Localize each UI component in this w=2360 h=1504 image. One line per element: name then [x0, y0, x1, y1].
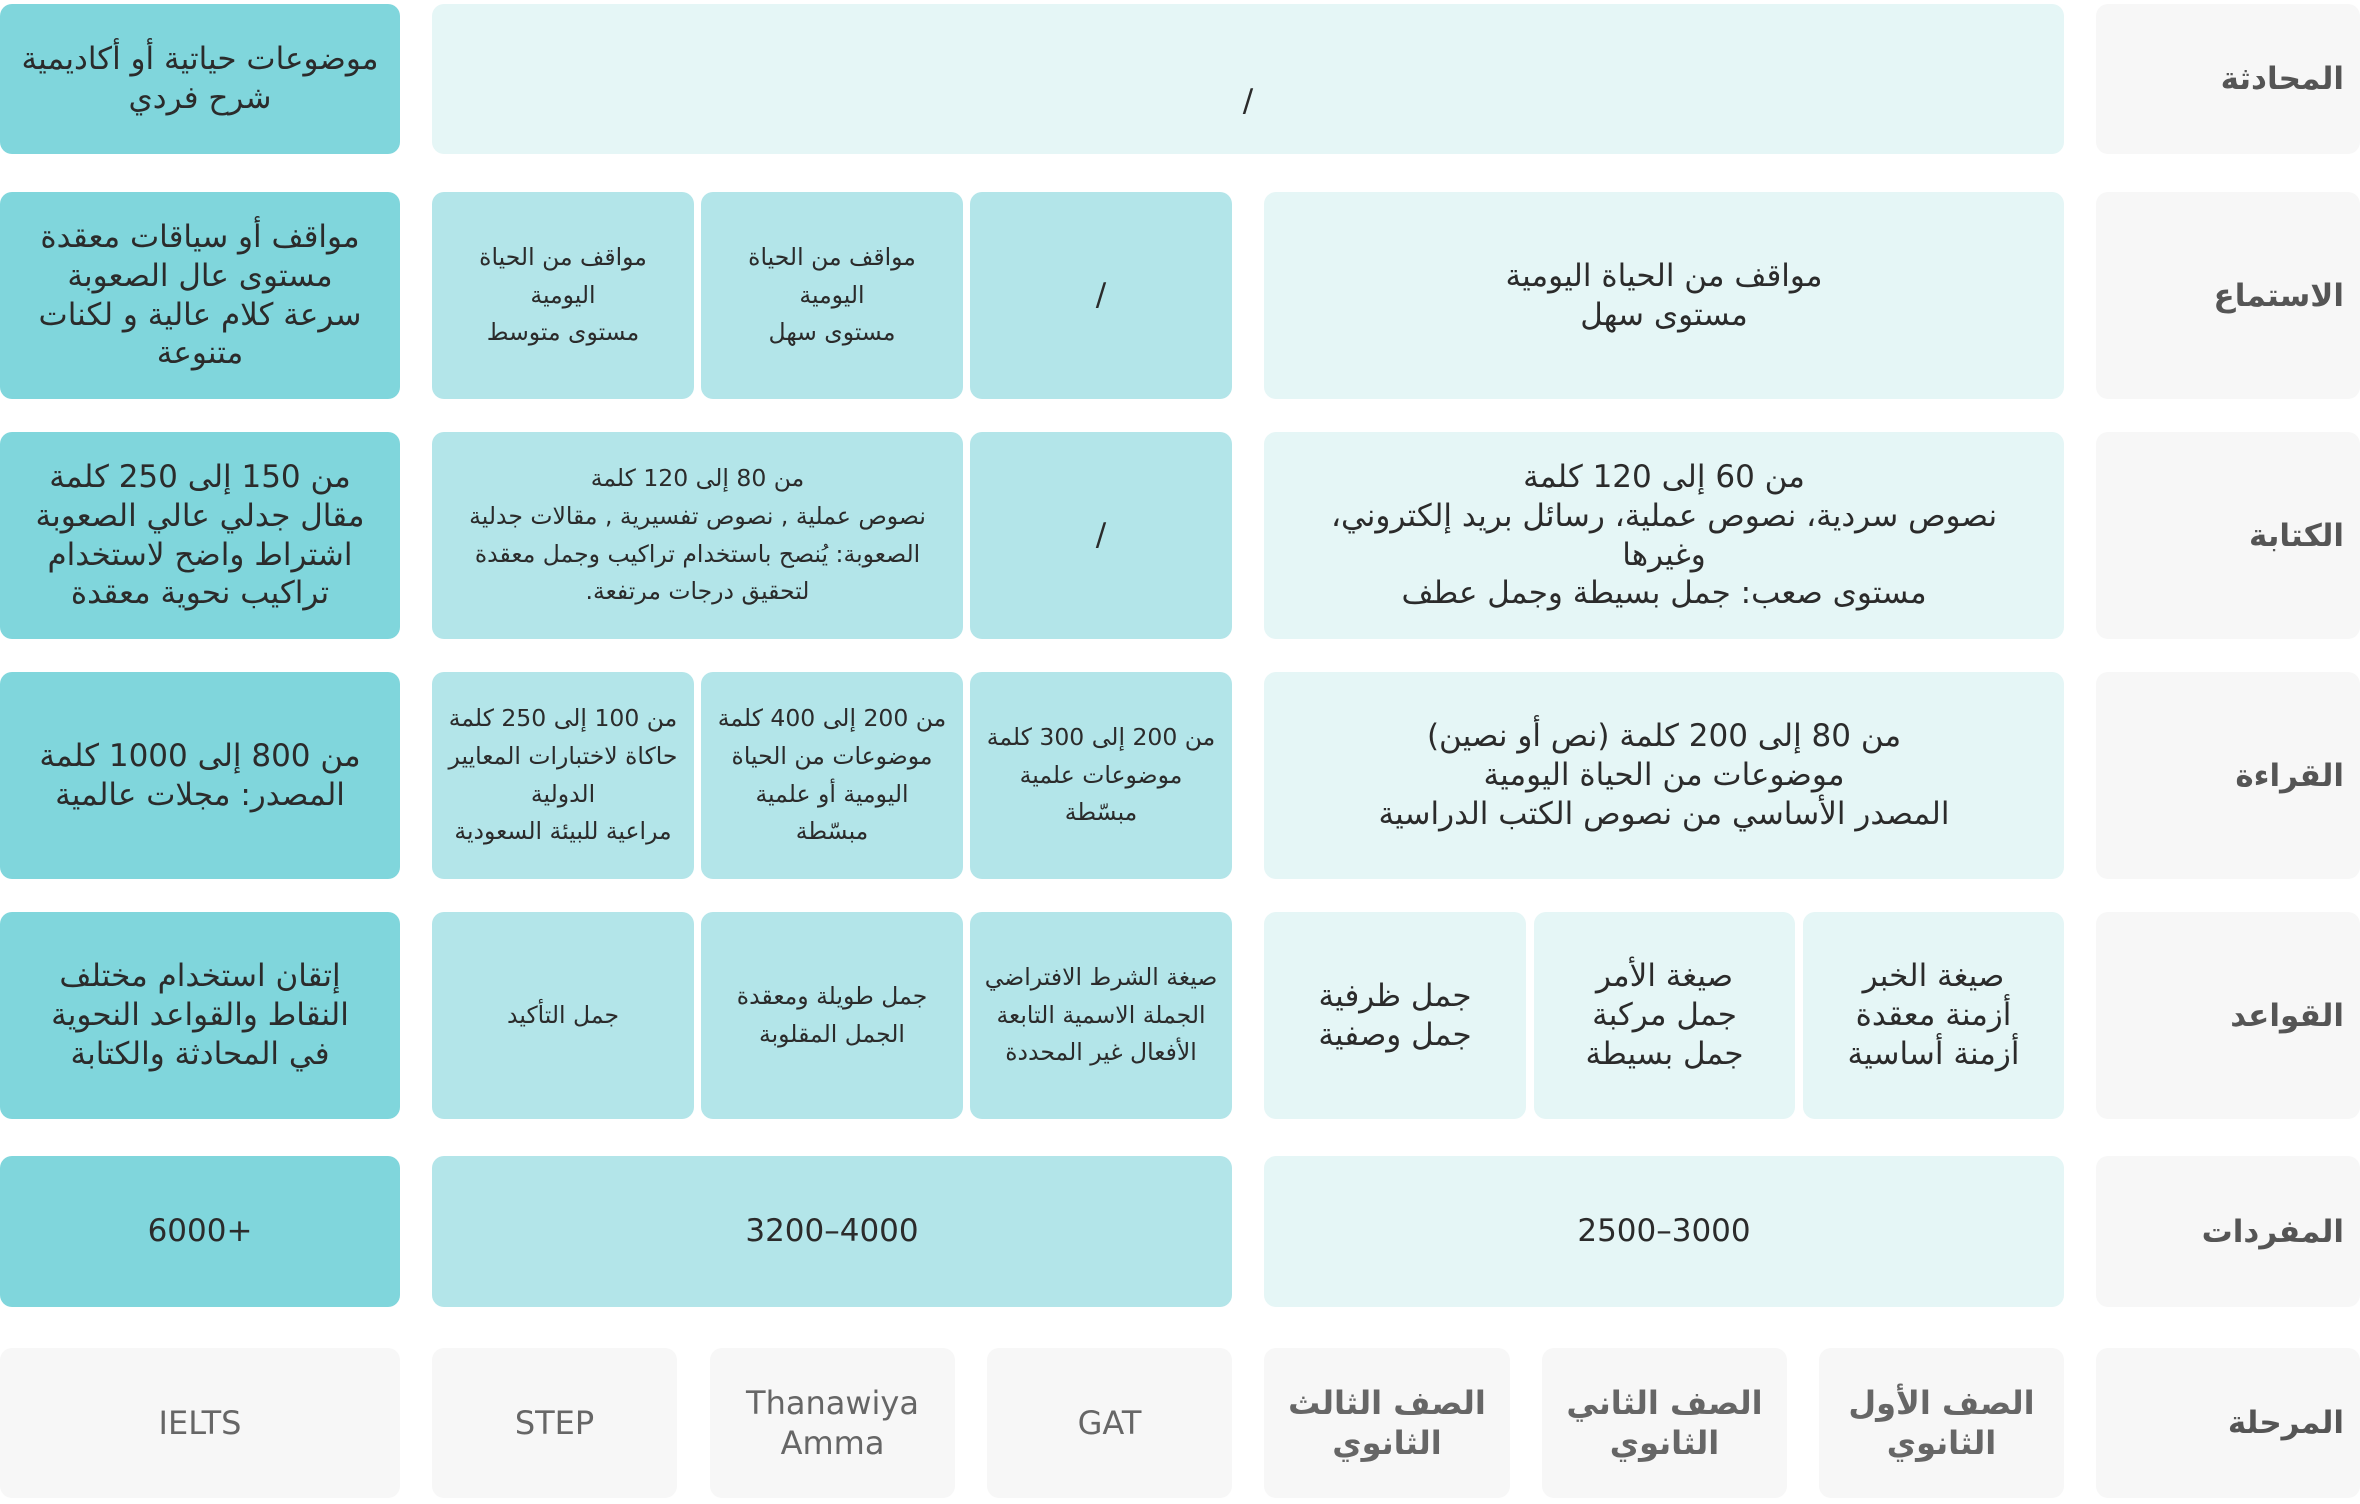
grammar-thanawiya-cell: جمل طويلة ومعقدة الجمل المقلوبة	[701, 912, 963, 1119]
writing-gat-cell: /	[970, 432, 1232, 639]
row-label-listening: الاستماع	[2096, 192, 2360, 399]
row-label-reading: القراءة	[2096, 672, 2360, 879]
vocabulary-school-cell: 2500–3000	[1264, 1156, 2064, 1307]
listening-step-cell: مواقف من الحياة اليومية مستوى متوسط	[432, 192, 694, 399]
stage-thanawiya-header: Thanawiya Amma	[710, 1348, 955, 1498]
vocabulary-gat-thanawiya-step-cell: 3200–4000	[432, 1156, 1232, 1307]
reading-ielts-cell: من 800 إلى 1000 كلمة المصدر: مجلات عالمية	[0, 672, 400, 879]
row-label-stage: المرحلة	[2096, 1348, 2360, 1498]
stage-ielts-header: IELTS	[0, 1348, 400, 1498]
row-label-grammar: القواعد	[2096, 912, 2360, 1119]
listening-thanawiya-cell: مواقف من الحياة اليومية مستوى سهل	[701, 192, 963, 399]
reading-gat-cell: من 200 إلى 300 كلمة موضوعات علمية مبسّطة	[970, 672, 1232, 879]
reading-thanawiya-cell: من 200 إلى 400 كلمة موضوعات من الحياة اليومية أو علمية مبسّطة	[701, 672, 963, 879]
listening-ielts-cell: مواقف أو سياقات معقدة مستوى عال الصعوبة سرعة كلام عالية و لكنات متنوعة	[0, 192, 400, 399]
grammar-grade3-cell: جمل ظرفية جمل وصفية	[1264, 912, 1526, 1119]
stage-grade1-header: الصف الأول الثانوي	[1819, 1348, 2064, 1498]
conversation-school-gat-thanawiya-step-cell: /	[432, 4, 2064, 154]
vocabulary-ielts-cell: 6000+	[0, 1156, 400, 1307]
grammar-grade2-cell: صيغة الأمر جمل مركبة جمل بسيطة	[1534, 912, 1795, 1119]
writing-ielts-cell: من 150 إلى 250 كلمة مقال جدلي عالي الصعوبة اشتراط واضح لاستخدام تراكيب نحوية معقدة	[0, 432, 400, 639]
stage-step-header: STEP	[432, 1348, 677, 1498]
reading-step-cell: من 100 إلى 250 كلمة حاكاة لاختبارات المعايير الدولية مراعية للبيئة السعودية	[432, 672, 694, 879]
row-label-writing: الكتابة	[2096, 432, 2360, 639]
writing-school-cell: من 60 إلى 120 كلمة نصوص سردية، نصوص عملية، رسائل بريد إلكتروني، وغيرها مستوى صعب: جمل بسيطة وجمل عطف	[1264, 432, 2064, 639]
listening-school-cell: مواقف من الحياة اليومية مستوى سهل	[1264, 192, 2064, 399]
grammar-gat-cell: صيغة الشرط الافتراضي الجملة الاسمية التابعة الأفعال غير المحددة	[970, 912, 1232, 1119]
grammar-grade1-cell: صيغة الخبر أزمنة معقدة أزمنة أساسية	[1803, 912, 2064, 1119]
stage-grade3-header: الصف الثالث الثانوي	[1264, 1348, 1510, 1498]
row-label-conversation: المحادثة	[2096, 4, 2360, 154]
row-label-vocabulary: المفردات	[2096, 1156, 2360, 1307]
stage-grade2-header: الصف الثاني الثانوي	[1542, 1348, 1787, 1498]
conversation-ielts-cell: موضوعات حياتية أو أكاديمية شرح فردي	[0, 4, 400, 154]
stage-gat-header: GAT	[987, 1348, 1232, 1498]
grammar-ielts-cell: إتقان استخدام مختلف النقاط والقواعد النحوية في المحادثة والكتابة	[0, 912, 400, 1119]
grammar-step-cell: جمل التأكيد	[432, 912, 694, 1119]
listening-gat-cell: /	[970, 192, 1232, 399]
reading-school-cell: من 80 إلى 200 كلمة (نص أو نصين) موضوعات من الحياة اليومية المصدر الأساسي من نصوص الكتب الدراسية	[1264, 672, 2064, 879]
writing-thanawiya-step-cell: من 80 إلى 120 كلمة نصوص عملية , نصوص تفسيرية , مقالات جدلية الصعوبة: يُنصح باستخدام تراكيب وجمل معقدة لتحقيق درجات مرتفعة.	[432, 432, 963, 639]
